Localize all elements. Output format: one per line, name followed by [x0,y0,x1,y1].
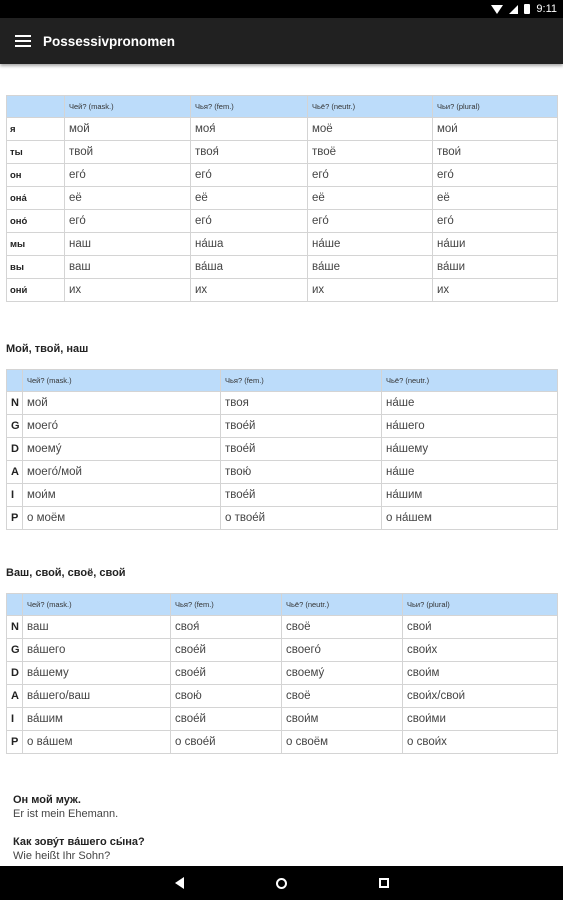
table-cell: свои́х [403,639,558,662]
example-german: Er ist mein Ehemann. [13,808,119,820]
table-cell: о своём [282,731,403,754]
table-row [7,507,558,530]
table-row [7,164,558,187]
table-cell: его́ [433,210,558,233]
table-header: Чьё? (neutr.) [282,594,403,616]
table-row [7,616,558,639]
table-header [7,370,23,392]
table-cell: ва́шим [23,708,171,731]
case-cell: N [7,616,23,639]
table-cell: их [308,279,433,302]
table-cell: её [65,187,191,210]
table-cell: его́ [308,164,433,187]
navigation-bar [0,866,563,900]
pronoun-cell: я [7,118,65,141]
table-cell: ва́шего [23,639,171,662]
table-cell: мой [23,392,221,415]
table-cell: на́ша [191,233,308,256]
table-cell: его́ [65,164,191,187]
table-cell: о моём [23,507,221,530]
case-cell: I [7,708,23,731]
case-cell: D [7,438,23,461]
table-cell: на́ше [382,392,558,415]
table-cell: мои́м [23,484,221,507]
table-cell: их [65,279,191,302]
table-cell: свои́м [282,708,403,731]
back-icon[interactable] [175,877,184,889]
table-row [7,233,558,256]
example-german: Wie heißt Ihr Sohn? [13,850,111,862]
table-cell: его́ [191,164,308,187]
table-cell: моего́/мой [23,461,221,484]
table-cell: твоё [308,141,433,164]
section-title: Ваш, свой, своё, свой [6,567,126,579]
pronoun-cell: они́ [7,279,65,302]
table-cell: ва́ша [191,256,308,279]
table-cell: его́ [433,164,558,187]
table-cell: свое́й [171,662,282,685]
table-cell: на́шему [382,438,558,461]
table-cell: твое́й [221,484,382,507]
table-row [7,279,558,302]
possessive-table [6,95,558,302]
table-cell: своя́ [171,616,282,639]
table-cell: мои́ [433,118,558,141]
example-sentence [13,836,145,862]
table-cell: ваш [23,616,171,639]
recent-apps-icon[interactable] [379,878,389,888]
table-cell: твои́ [433,141,558,164]
table-cell: твоя [221,392,382,415]
table-cell: на́ше [308,233,433,256]
case-cell: N [7,392,23,415]
table-cell: своё [282,616,403,639]
table-row [7,662,558,685]
section-title: Мой, твой, наш [6,343,89,355]
main-content [0,64,563,866]
table-cell: свои́х/свои́ [403,685,558,708]
table-cell: ва́ши [433,256,558,279]
table-cell: о твое́й [221,507,382,530]
wifi-icon [491,5,503,14]
table-cell: свои́ [403,616,558,639]
status-bar [0,0,563,18]
table-header: Чьи? (plural) [433,96,558,118]
example-russian: Он мой муж. [13,794,81,806]
table-cell: свое́й [171,708,282,731]
battery-icon [524,4,530,14]
table-row [7,415,558,438]
table-row [7,685,558,708]
table-cell: моего́ [23,415,221,438]
table-cell: её [308,187,433,210]
table-header: Чья? (fem.) [221,370,382,392]
table-header: Чей? (mask.) [23,594,171,616]
table-cell: его́ [308,210,433,233]
app-title: Possessivpronomen [43,33,176,49]
table-cell: мой [65,118,191,141]
table-cell: ва́ше [308,256,433,279]
table-cell: её [191,187,308,210]
table-cell: на́шего [382,415,558,438]
table-cell: его́ [65,210,191,233]
table-row [7,731,558,754]
table-cell: ваш [65,256,191,279]
table-row [7,438,558,461]
table-row [7,256,558,279]
pronoun-cell: мы [7,233,65,256]
case-cell: P [7,731,23,754]
table-cell: твоя́ [191,141,308,164]
example-sentence [13,794,118,820]
example-russian: Как зову́т ва́шего сы́на? [13,836,145,848]
case-cell: D [7,662,23,685]
table-cell: на́ше [382,461,558,484]
case-cell: A [7,461,23,484]
table-cell: свою́ [171,685,282,708]
case-cell: P [7,507,23,530]
table-row [7,392,558,415]
table-cell: своё [282,685,403,708]
table-cell: их [433,279,558,302]
case-cell: I [7,484,23,507]
table-cell: своего́ [282,639,403,662]
table-cell: его́ [191,210,308,233]
table-header: Чей? (mask.) [65,96,191,118]
table-cell: своему́ [282,662,403,685]
table-cell: ва́шего/ваш [23,685,171,708]
app-bar [0,18,563,64]
case-cell: A [7,685,23,708]
table-row [7,210,558,233]
table-header: Чьё? (neutr.) [308,96,433,118]
table-cell: свое́й [171,639,282,662]
table-row [7,708,558,731]
hamburger-menu-icon[interactable] [15,35,31,47]
table-header: Чей? (mask.) [23,370,221,392]
table-header: Чья? (fem.) [171,594,282,616]
table-cell: о на́шем [382,507,558,530]
table-cell: твое́й [221,415,382,438]
table-header [7,96,65,118]
table-cell: твой [65,141,191,164]
declension-table-moj [6,369,558,530]
table-cell: моё [308,118,433,141]
table-cell: твою́ [221,461,382,484]
status-time: 9:11 [536,3,557,15]
table-cell: твое́й [221,438,382,461]
table-header: Чьё? (neutr.) [382,370,558,392]
declension-table-vash [6,593,558,754]
table-cell: моя́ [191,118,308,141]
table-header: Чья? (fem.) [191,96,308,118]
pronoun-cell: оно́ [7,210,65,233]
table-header: Чьи? (plural) [403,594,558,616]
case-cell: G [7,639,23,662]
table-cell: их [191,279,308,302]
table-header [7,594,23,616]
pronoun-cell: он [7,164,65,187]
table-row [7,639,558,662]
pronoun-cell: вы [7,256,65,279]
table-row [7,461,558,484]
table-row [7,118,558,141]
table-cell: наш [65,233,191,256]
case-cell: G [7,415,23,438]
table-cell: свои́м [403,662,558,685]
table-row [7,484,558,507]
table-cell: о свои́х [403,731,558,754]
pronoun-cell: она́ [7,187,65,210]
table-cell: о свое́й [171,731,282,754]
table-row [7,141,558,164]
table-cell: моему́ [23,438,221,461]
table-cell: на́ши [433,233,558,256]
table-cell: на́шим [382,484,558,507]
table-cell: ва́шему [23,662,171,685]
pronoun-cell: ты [7,141,65,164]
table-cell: свои́ми [403,708,558,731]
table-cell: о ва́шем [23,731,171,754]
signal-icon [509,5,518,14]
table-cell: её [433,187,558,210]
table-row [7,187,558,210]
home-icon[interactable] [276,878,287,889]
